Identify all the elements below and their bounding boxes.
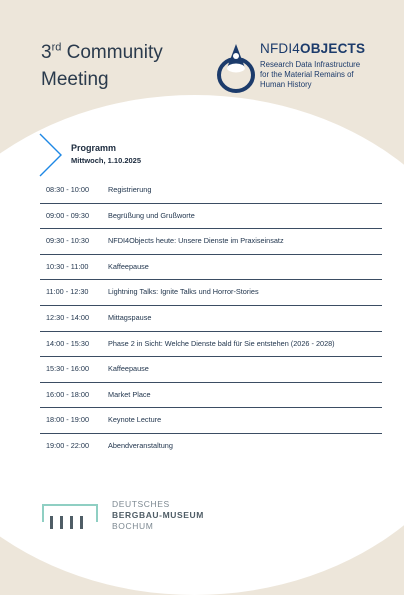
- logo-name-part1: NFDI4: [260, 41, 301, 56]
- mining-museum-icon: [40, 500, 100, 532]
- schedule-time: 14:00 - 15:30: [46, 338, 90, 348]
- title-number: 3: [41, 42, 52, 63]
- schedule-row: [40, 332, 382, 358]
- schedule-time: 12:30 - 14:00: [46, 312, 90, 322]
- title-superscript: rd: [51, 41, 62, 54]
- logo-name-part2: OBJECTS: [300, 41, 366, 56]
- schedule-time: 11:00 - 12:30: [46, 287, 89, 297]
- schedule-event: NFDI4Objects heute: Unsere Dienste im Praxiseinsatz: [108, 236, 284, 246]
- logo-subtitle-line3: Human History: [260, 80, 312, 89]
- schedule-row: [40, 255, 382, 281]
- schedule-event: Registrierung: [108, 185, 152, 194]
- schedule-row: [40, 434, 382, 459]
- logo-subtitle-line1: Research Data Infrastructure: [260, 60, 361, 69]
- title-line-2: Meeting: [41, 69, 109, 90]
- schedule-event: Lightning Talks: Ignite Talks und Horror-Stories: [108, 287, 259, 297]
- logo-wordmark: [260, 41, 365, 56]
- schedule-event: Kaffeepause: [108, 364, 149, 374]
- schedule-table: [40, 178, 382, 459]
- schedule-time: 16:00 - 18:00: [46, 389, 90, 399]
- schedule-row: [40, 306, 382, 332]
- program-heading: Programm: [71, 143, 117, 153]
- schedule-row: [40, 204, 382, 230]
- museum-name-line2: BERGBAU-MUSEUM: [112, 510, 204, 520]
- schedule-row: [40, 178, 382, 204]
- title-word: Community: [66, 42, 163, 63]
- schedule-row: [40, 408, 382, 434]
- title-line-1: [41, 39, 163, 66]
- schedule-row: [40, 383, 382, 409]
- schedule-time: 10:30 - 11:00: [46, 261, 89, 271]
- schedule-time: 08:30 - 10:00: [46, 185, 90, 194]
- logo-subtitle-line2: for the Material Remains of: [260, 70, 354, 79]
- schedule-event: Market Place: [108, 389, 151, 399]
- schedule-row: [40, 357, 382, 383]
- chevron-right-icon: [38, 133, 64, 177]
- schedule-event: Kaffeepause: [108, 261, 149, 271]
- schedule-row: [40, 229, 382, 255]
- program-date: Mittwoch, 1.10.2025: [71, 156, 142, 165]
- schedule-time: 09:30 - 10:30: [46, 236, 90, 246]
- logo-subtitle: [260, 60, 360, 90]
- schedule-event: Mittagspause: [108, 312, 152, 322]
- schedule-event: Begrüßung und Grußworte: [108, 210, 195, 220]
- nfdi4objects-logo: [216, 40, 376, 95]
- schedule-time: 18:00 - 19:00: [46, 415, 90, 425]
- schedule-time: 19:00 - 22:00: [46, 440, 90, 450]
- schedule-row: [40, 280, 382, 306]
- museum-name-line3: BOCHUM: [112, 521, 154, 531]
- nfdi4objects-logo-icon: [216, 42, 256, 94]
- schedule-event: Keynote Lecture: [108, 415, 162, 425]
- museum-name-line1: DEUTSCHES: [112, 499, 170, 509]
- bergbau-museum-logo: [40, 498, 240, 538]
- schedule-time: 15:30 - 16:00: [46, 364, 90, 374]
- schedule-event: Phase 2 in Sicht: Welche Dienste bald für Sie entstehen (2026 - 2028): [108, 338, 335, 348]
- page-title: [41, 39, 163, 93]
- schedule-event: Abendveranstaltung: [108, 440, 173, 450]
- schedule-time: 09:00 - 09:30: [46, 210, 90, 220]
